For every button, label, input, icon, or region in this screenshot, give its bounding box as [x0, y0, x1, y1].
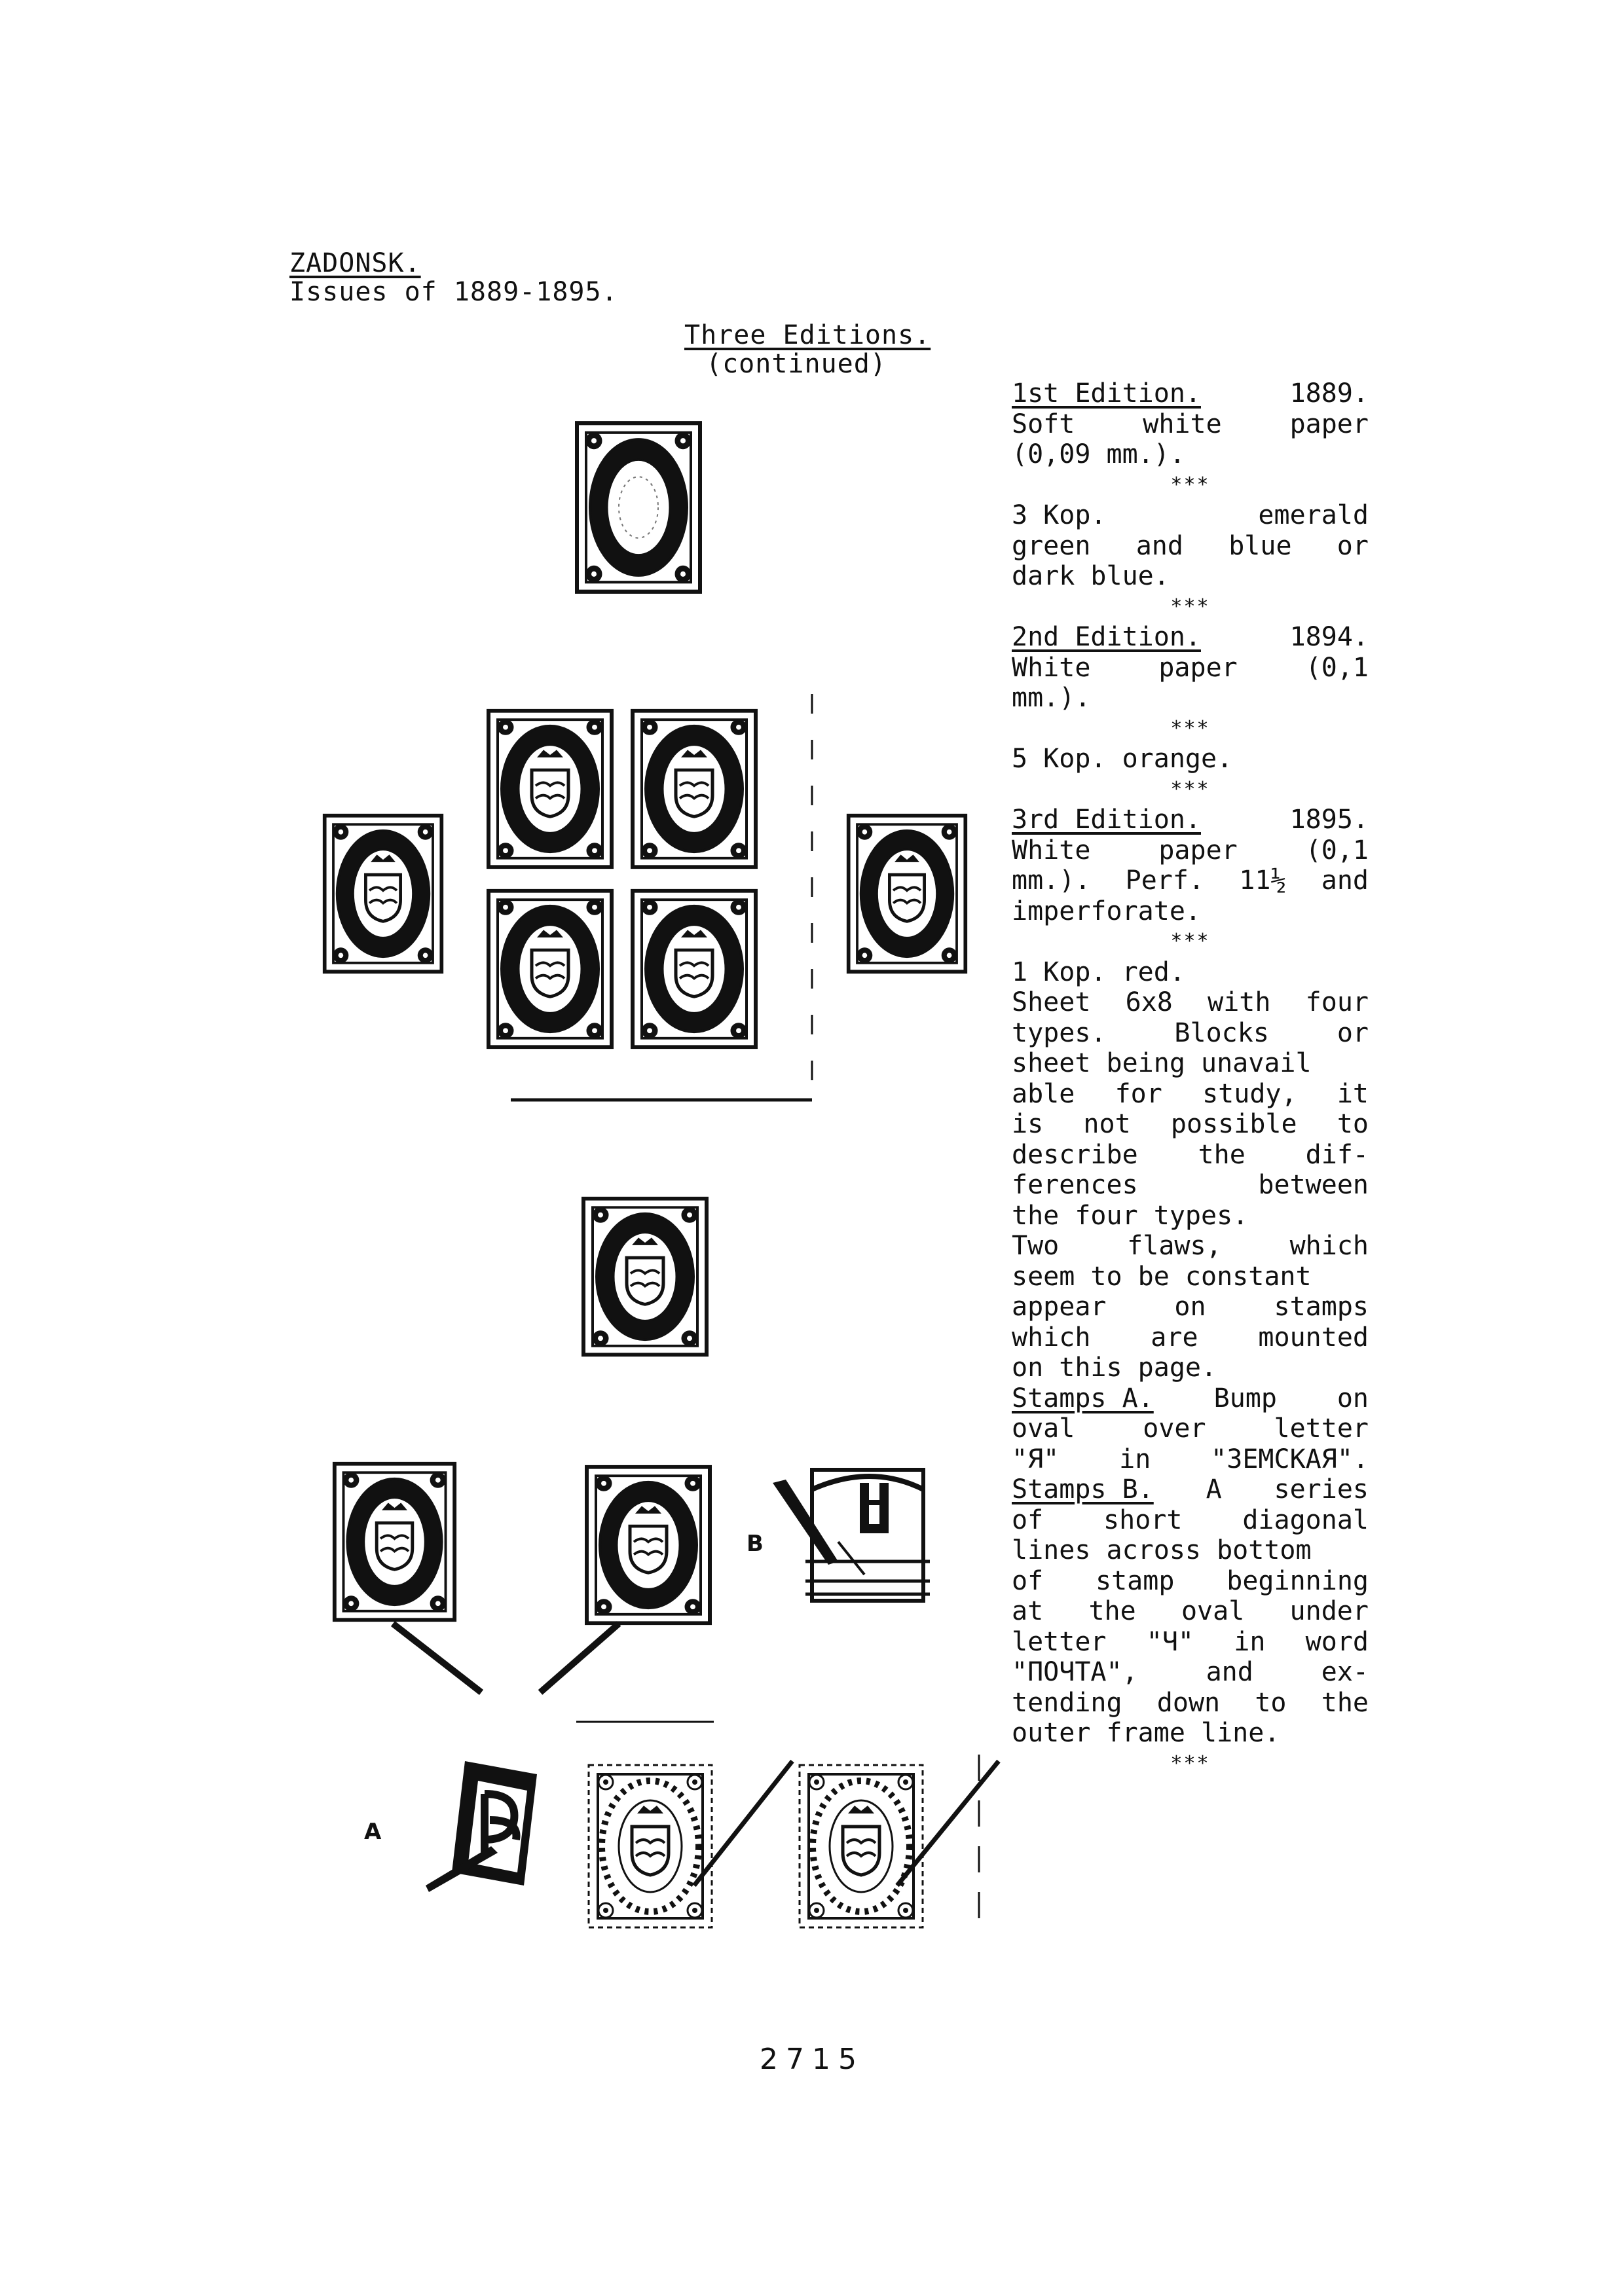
text-word: the [1198, 1139, 1246, 1170]
text-word: it [1337, 1078, 1369, 1109]
text-word: letter [1012, 1626, 1107, 1657]
text-word: under [1289, 1596, 1369, 1626]
text-word: stamp [1096, 1565, 1175, 1596]
text-word: (0,1 [1305, 835, 1369, 866]
text-word: Perf. [1125, 866, 1205, 896]
text-word: are [1151, 1322, 1198, 1353]
text-word: four [1305, 987, 1369, 1017]
text-word: to [1337, 1109, 1369, 1139]
edition-heading: 3rd Edition. [1012, 805, 1201, 835]
text-word: letter [1274, 1413, 1369, 1444]
text-word: not [1083, 1109, 1131, 1139]
text-word: dif- [1305, 1139, 1369, 1170]
text-word: of [1012, 1504, 1044, 1535]
text-word: Soft [1012, 409, 1075, 439]
text-word: paper [1289, 409, 1369, 439]
flaw-a-label: A [364, 1819, 382, 1845]
text-word: on this page. [1012, 1353, 1217, 1383]
text-word: or [1337, 1017, 1369, 1048]
flaw-b-label: B [747, 1531, 764, 1557]
text-word: mounted [1258, 1322, 1369, 1353]
text-word: mm.). [1012, 866, 1091, 896]
text-word: "Я" [1012, 1444, 1060, 1474]
text-word: Two [1012, 1231, 1060, 1261]
text-word: the [1088, 1596, 1136, 1626]
text-word: beginning [1227, 1565, 1369, 1596]
text-word: over [1143, 1413, 1206, 1444]
text-word: 1 Kop. red. [1012, 957, 1185, 987]
text-word: oval [1181, 1596, 1245, 1626]
text-word: which [1012, 1322, 1091, 1353]
text-word: is [1012, 1109, 1044, 1139]
text-word: White [1012, 652, 1091, 683]
text-word: which [1289, 1231, 1369, 1261]
text-word: study, [1202, 1078, 1297, 1109]
text-word: A [1206, 1474, 1222, 1504]
text-word: *** [1170, 594, 1210, 618]
text-word: types. [1012, 1017, 1107, 1048]
pointer-line [393, 1624, 481, 1692]
text-word: (0,09 mm.). [1012, 439, 1185, 469]
text-word: *** [1170, 716, 1210, 740]
text-word: able [1012, 1078, 1075, 1109]
text-word: "ПОЧТА", [1012, 1657, 1138, 1687]
text-word: *** [1170, 777, 1210, 801]
text-word: seem to be constant [1012, 1261, 1312, 1292]
text-word: lines across bottom [1012, 1535, 1312, 1565]
text-word: stamps [1274, 1292, 1369, 1322]
text-word: in [1234, 1626, 1266, 1657]
text-word: on [1174, 1292, 1206, 1322]
text-word: imperforate. [1012, 896, 1201, 926]
text-word: of [1012, 1565, 1044, 1596]
text-word: at [1012, 1596, 1044, 1626]
text-word: word [1305, 1626, 1369, 1657]
text-word: (0,1 [1305, 652, 1369, 683]
text-word: dark blue. [1012, 561, 1170, 591]
text-word: "Ч" [1146, 1626, 1194, 1657]
page-subtitle: Issues of 1889-1895. [289, 277, 618, 307]
text-word: in [1119, 1444, 1151, 1474]
text-word: 3 Kop. [1012, 500, 1107, 530]
text-word: 5 Kop. orange. [1012, 744, 1233, 774]
text-word: and [1135, 530, 1183, 561]
edition-heading: 2nd Edition. [1012, 622, 1201, 652]
text-word: *** [1170, 473, 1210, 496]
edition-heading: Stamps A. [1012, 1383, 1154, 1413]
page-number: 2715 [760, 2043, 864, 2076]
text-word: down [1156, 1687, 1221, 1718]
text-word: between [1258, 1170, 1369, 1200]
text-word: sheet being unavail [1012, 1048, 1312, 1078]
text-word: flaws, [1127, 1231, 1222, 1261]
text-word: describe [1012, 1139, 1138, 1170]
text-word: for [1115, 1078, 1162, 1109]
text-word: "ЗЕМСКАЯ". [1211, 1444, 1369, 1474]
text-word: 1889. [1289, 378, 1369, 409]
text-word: and [1206, 1657, 1253, 1687]
text-word: Bump [1213, 1383, 1277, 1413]
text-word: *** [1170, 930, 1210, 953]
section-title: Three Editions. [684, 320, 931, 350]
page-title: ZADONSK. [289, 248, 421, 278]
text-word: series [1274, 1474, 1369, 1504]
text-word: oval [1012, 1413, 1075, 1444]
text-word: Sheet [1012, 987, 1091, 1017]
text-word: Blocks [1174, 1017, 1269, 1048]
text-word: 6x8 [1125, 987, 1173, 1017]
section-note: (continued) [706, 349, 887, 379]
text-word: green [1012, 530, 1091, 561]
text-word: mm.). [1012, 683, 1091, 713]
text-word: 1895. [1289, 805, 1369, 835]
text-word: the four types. [1012, 1200, 1249, 1231]
text-word: appear [1012, 1292, 1107, 1322]
text-word: emerald [1258, 500, 1369, 530]
text-word: on [1337, 1383, 1369, 1413]
text-word: with [1208, 987, 1271, 1017]
pointer-line [540, 1624, 619, 1692]
text-word: to [1255, 1687, 1287, 1718]
text-word: and [1321, 866, 1369, 896]
text-word: the [1321, 1687, 1369, 1718]
text-word: 1894. [1289, 622, 1369, 652]
text-word: *** [1170, 1751, 1210, 1775]
pointer-line [897, 1761, 999, 1886]
text-word: diagonal [1242, 1504, 1369, 1535]
pointer-line [694, 1761, 792, 1886]
text-word: 11½ [1239, 866, 1287, 896]
text-word: possible [1170, 1109, 1297, 1139]
text-word: paper [1158, 835, 1238, 866]
text-word: paper [1158, 652, 1238, 683]
text-word: outer frame line. [1012, 1718, 1280, 1748]
text-word: White [1012, 835, 1091, 866]
text-word: blue [1228, 530, 1292, 561]
edition-heading: 1st Edition. [1012, 378, 1201, 409]
text-word: white [1143, 409, 1222, 439]
edition-heading: Stamps B. [1012, 1474, 1154, 1504]
text-word: or [1337, 530, 1369, 561]
text-word: tending [1012, 1687, 1122, 1718]
text-word: ferences [1012, 1170, 1138, 1200]
text-word: short [1103, 1504, 1183, 1535]
text-word: ex- [1321, 1657, 1369, 1687]
